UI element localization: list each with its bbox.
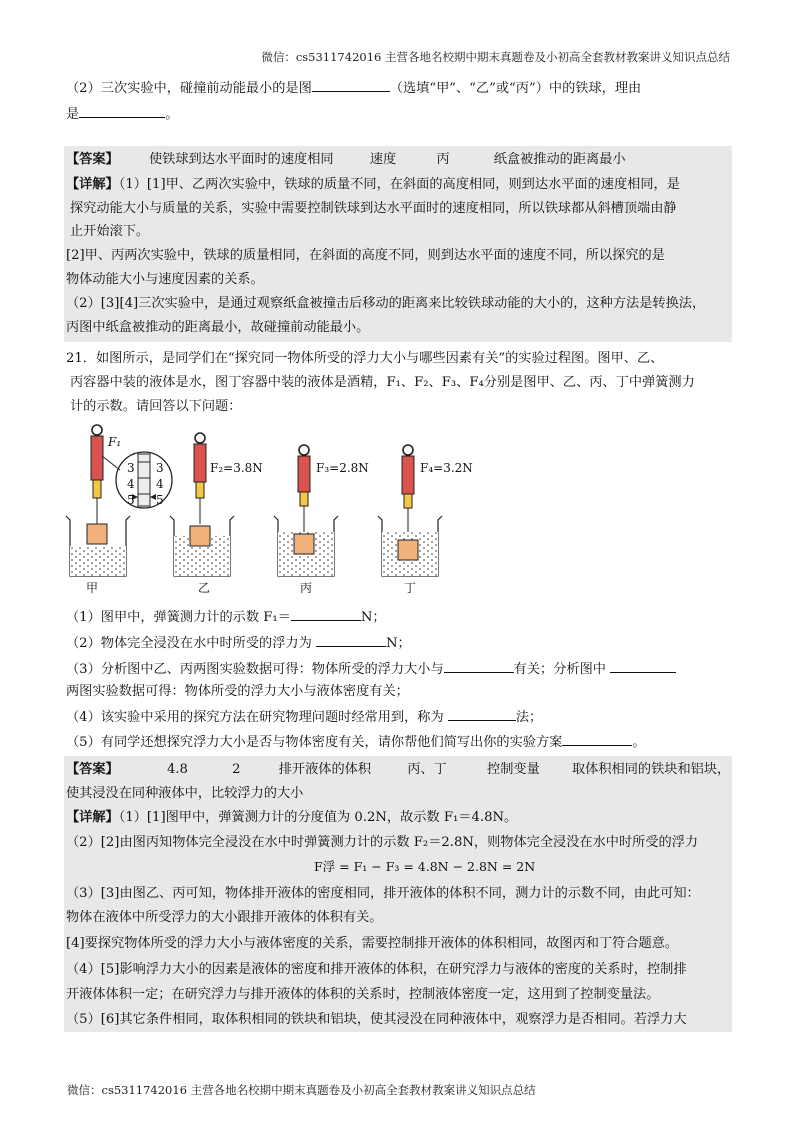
q21-detail-line: （3）[3]由图乙、丙可知，物体排开液体的密度相同，排开液体的体积不同，测力计的示数不同，由此可知： (66, 886, 700, 901)
q21-question-1: （1）图甲中，弹簧测力计的示数 F₁＝ N； (66, 606, 732, 628)
q21-question-3: （3）分析图中乙、丙两图实验数据可得：物体所受的浮力大小与 有关；分析图中 (66, 658, 732, 680)
spring-scale (194, 444, 206, 482)
label-f3: F₃=2.8N (316, 461, 369, 475)
zoom-tick-label: 5 (127, 493, 135, 507)
q21-detail-line: （4）[5]影响浮力大小的因素是液体的密度和排开液体的体积，在研究浮力与液体的密度的关系时，控制排 (66, 962, 687, 977)
q20-detail-line: [2]甲、丙两次实验中，铁球的质量相同，在斜面的高度不同，则到达水平面的速度不同，所以探究的是 (66, 248, 665, 263)
object-block (87, 524, 107, 544)
zoom-tick-label: 4 (127, 477, 135, 491)
page-footer: 微信：cs5311742016 主营各地名校期中期末真题卷及小初高全套教材教案讲义知识点总结 (67, 1083, 536, 1097)
q20-detail-line: 丙图中纸盒被推动的距离最小，故碰撞前动能最小。 (66, 320, 370, 335)
q20-part2-line2: 是 。 (66, 103, 732, 125)
object-block (190, 526, 210, 546)
q21-stem-line: 丙容器中装的液体是水，图丁容器中装的液体是酒精，F₁、F₂、F₃、F₄分别是图甲、乙、丙、丁中弹簧测力 (70, 375, 695, 390)
answer-item: 丙 (436, 152, 450, 167)
answer-blank[interactable] (444, 658, 514, 673)
q20-detail-line: 止开始滚下。 (70, 224, 150, 239)
q21-detail-line: （5）[6]其它条件相同，取体积相同的铁块和铝块，使其浸没在同种液体中，观察浮力是否相同。若浮力大 (66, 1012, 687, 1027)
q21-detail-line: 物体在液体中所受浮力的大小跟排开液体的体积有关。 (66, 910, 383, 925)
q21-detail-line: 【详解】（1）[1]图甲中，弹簧测力计的分度值为 0.2N，故示数 F₁＝4.8N。 (66, 810, 518, 825)
answer-blank[interactable] (316, 632, 386, 647)
label-f1: F₁ (108, 435, 122, 449)
answer-item: 使铁球到达水平面时的速度相同 (148, 152, 334, 167)
answer-blank[interactable] (448, 706, 516, 721)
answer-item: 2 (232, 762, 241, 777)
zoom-tick-label: 3 (156, 461, 164, 475)
answer-blank[interactable] (291, 606, 361, 621)
zoom-pointer-line (102, 456, 120, 470)
q20-detail-line: （2）[3][4]三次实验中，是通过观察纸盒被撞击后移动的距离来比较铁球动能的大小的，这种方法是转换法， (66, 296, 706, 311)
answer-item: 控制变量 (487, 762, 540, 777)
q20-detail-line: 探究动能大小与质量的关系，实验中需要控制铁球到达水平面时的速度相同，所以铁球都从斜槽顶端由静 (70, 201, 677, 216)
q21-detail-line: [4]要探究物体所受的浮力大小与液体密度的关系，需要控制排开液体的体积相同，故图丙和丁符合题意。 (66, 936, 679, 951)
caption-bing: 丙 (300, 581, 313, 595)
buoyancy-formula: F浮 = F₁ − F₃ = 4.8N − 2.8N = 2N (314, 859, 536, 874)
page-header: 微信：cs5311742016 主营各地名校期中期末真题卷及小初高全套教材教案讲义知识点总结 (261, 50, 730, 64)
answer-item: 丙、丁 (407, 762, 447, 777)
answer-blank[interactable] (610, 658, 676, 673)
answer-item: 排开液体的体积 (278, 762, 372, 777)
q21-question-2: （2）物体完全浸没在水中时所受的浮力为 N； (66, 632, 732, 654)
caption-ding: 丁 (404, 581, 417, 595)
meter-ring (92, 425, 102, 435)
water (70, 546, 126, 576)
q21-stem-line: 21．如图所示，是同学们在“探究同一物体所受的浮力大小与哪些因素有关”的实验过程图。图甲、乙、 (66, 351, 664, 366)
answer-item: 取体积相同的铁块和铝块， (571, 762, 731, 777)
label-f2: F₂=3.8N (210, 461, 263, 475)
q21-answer: 【答案】 4.8 2 排开液体的体积 丙、丁 控制变量 取体积相同的铁块和铝块， (66, 760, 732, 780)
q21-answer-line2: 使其浸没在同种液体中，比较浮力的大小 (66, 786, 304, 801)
scale-spring (93, 480, 101, 498)
zoom-tick-label: 3 (127, 461, 135, 475)
q21-question-5: （5）有同学还想探究浮力大小是否与物体密度有关，请你帮他们简写出你的实验方案 。 (66, 731, 732, 753)
answer-blank[interactable] (79, 103, 165, 118)
answer-blank[interactable] (312, 77, 390, 92)
answer-item: 速度 (369, 152, 397, 167)
spring-scale (91, 436, 103, 480)
caption-jia: 甲 (86, 581, 99, 595)
spring-scale (402, 456, 414, 494)
q20-answer: 【答案】 使铁球到达水平面时的速度相同 速度 丙 纸盒被推动的距离最小 (66, 150, 732, 170)
q20-detail-line: 物体动能大小与速度因素的关系。 (66, 272, 264, 287)
answer-item: 纸盒被推动的距离最小 (493, 152, 626, 167)
object-block (398, 540, 418, 560)
q20-part2-line1: （2）三次实验中，碰撞前动能最小的是图 （选填“甲”、“乙”或“丙”）中的铁球，理由 (66, 77, 732, 99)
q21-stem-line: 计的示数。请回答以下问题： (70, 399, 242, 414)
caption-yi: 乙 (198, 581, 211, 595)
answer-blank[interactable] (562, 731, 632, 746)
setup-yi (170, 433, 234, 576)
answer-item: 4.8 (166, 762, 188, 777)
zoom-tick-label: 5 (156, 493, 164, 507)
label-f4: F₄=3.2N (420, 461, 473, 475)
q21-detail-line: 开液体体积一定；在研究浮力与排开液体的体积的关系时，控制液体密度一定，这用到了控制变量法。 (66, 987, 660, 1002)
zoom-tick-label: 4 (156, 477, 164, 491)
buoyancy-experiment-figure (62, 420, 492, 596)
q21-question-3-cont: 两图实验数据可得：物体所受的浮力大小与液体密度有关； (66, 684, 409, 699)
spring-scale (298, 456, 310, 492)
q20-detail-line: 【详解】（1）[1]甲、乙两次实验中，铁球的质量不同，在斜面的高度相同，则到达水平面的速度相同，是 (66, 177, 680, 192)
q21-question-4: （4）该实验中采用的探究方法在研究物理问题时经常用到，称为 法； (66, 706, 732, 728)
q21-detail-line: （2）[2]由图丙知物体完全浸没在水中时弹簧测力计的示数 F₂＝2.8N，则物体完全浸没在水中时所受的浮力 (66, 835, 699, 850)
object-block (294, 534, 314, 554)
